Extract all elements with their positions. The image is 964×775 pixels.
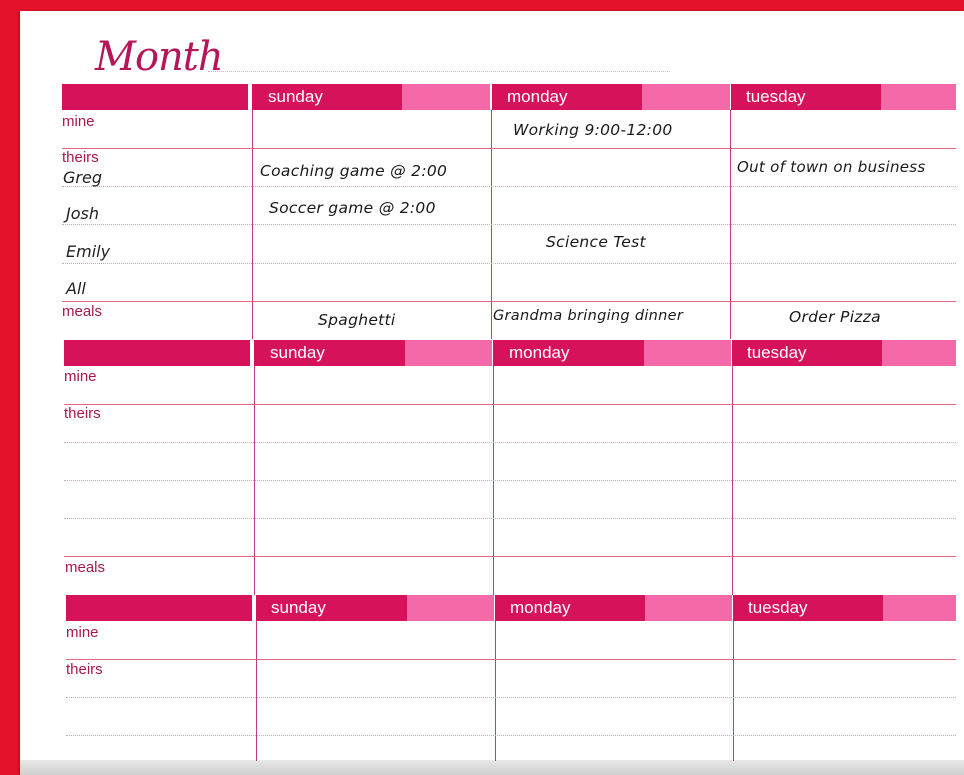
day-header-sunday: sunday (271, 598, 326, 617)
entry-sunday-meal: Spaghetti (318, 311, 396, 329)
day-header-sunday: sunday (268, 87, 323, 106)
week-2-header (64, 340, 956, 366)
family-name-emily: Emily (66, 242, 111, 261)
day-header-tuesday: tuesday (746, 87, 806, 106)
entry-monday-mine: Working 9:00-12:00 (513, 121, 673, 139)
entry-monday-emily: Science Test (546, 233, 646, 251)
day-header-sunday: sunday (270, 343, 325, 362)
day-header-monday: monday (510, 598, 571, 617)
entry-tuesday-meal: Order Pizza (789, 308, 881, 326)
row-label-theirs: theirs (66, 661, 103, 678)
row-label-theirs: theirs (64, 405, 101, 422)
day-header-monday: monday (507, 87, 568, 106)
row-label-mine: mine (66, 624, 99, 641)
paper-sheet (20, 11, 964, 775)
row-label-meals: meals (62, 303, 103, 320)
entry-tuesday-greg: Out of town on business (737, 158, 926, 176)
week-1-header (62, 84, 956, 110)
red-frame-top (0, 0, 964, 11)
row-label-mine: mine (62, 113, 95, 130)
row-label-mine: mine (64, 368, 97, 385)
red-frame-left (0, 0, 20, 775)
day-header-tuesday: tuesday (747, 343, 807, 362)
day-header-tuesday: tuesday (748, 598, 808, 617)
page-bottom-shadow (20, 760, 964, 775)
entry-sunday-greg: Coaching game @ 2:00 (260, 162, 448, 180)
family-name-greg: Greg (63, 168, 102, 187)
entry-monday-meal: Grandma bringing dinner (493, 308, 684, 324)
day-header-monday: monday (509, 343, 570, 362)
row-label-theirs: theirs (62, 149, 99, 166)
entry-sunday-josh: Soccer game @ 2:00 (269, 199, 436, 217)
row-label-meals: meals (65, 559, 106, 576)
page-title: Month (95, 34, 223, 80)
week-3-header (66, 595, 956, 621)
title-rule (208, 71, 670, 72)
family-name-all: All (66, 279, 86, 298)
family-name-josh: Josh (66, 204, 99, 223)
